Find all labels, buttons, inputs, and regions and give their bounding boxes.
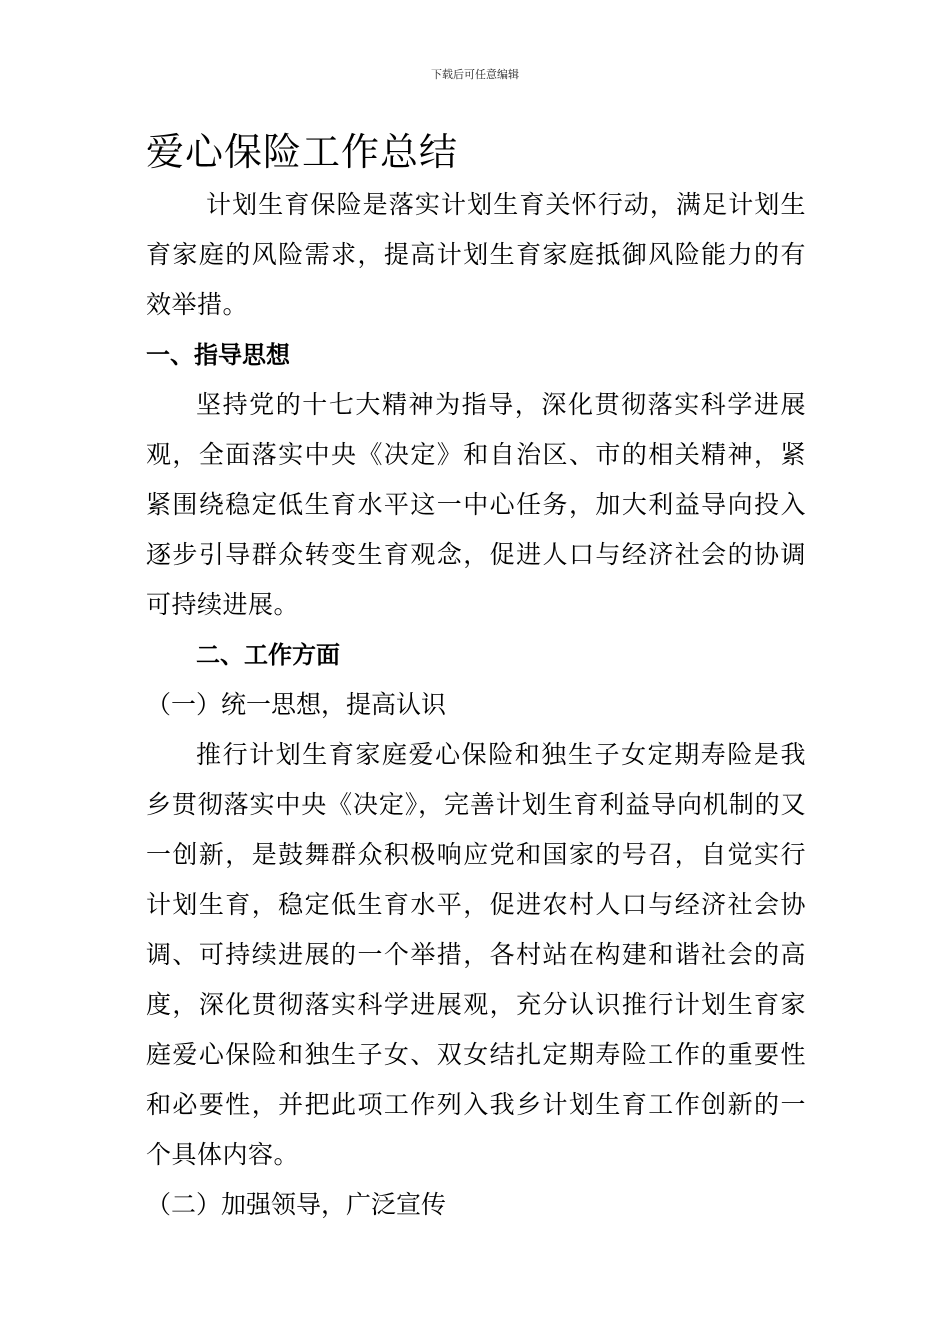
section-1-heading: 一、指导思想 xyxy=(146,341,290,369)
document-title: 爱心保险工作总结 xyxy=(146,130,459,174)
document-content xyxy=(146,124,806,1230)
section-2-heading: 二、工作方面 xyxy=(196,641,340,669)
subsection-2-heading: （二）加强领导，广泛宣传 xyxy=(146,1190,447,1219)
header-note: 下载后可任意编辑 xyxy=(431,68,519,81)
subsection-1-heading: （一）统一思想，提高认识 xyxy=(146,690,447,719)
subsection-1-body: 推行计划生育家庭爱心保险和独生子女定期寿险是我乡贯彻落实中央《决定》，完善计划生育利益导向机制的又一创新，是鼓舞群众积极响应党和国家的号召，自觉实行计划生育，稳定低生育水平，促进农村人口与经济社会协调、可持续进展的一个举措，各村站在构建和谐社会的高度，深化贯彻落实科学进展观，充分认识推行计划生育家庭爱心保险和独生子女、双女结扎定期寿险工作的重要性和必要性，并把此项工作列入我乡计划生育工作创新的一个具体内容。 xyxy=(146,740,806,1169)
section-1-body: 坚持党的十七大精神为指导，深化贯彻落实科学进展观，全面落实中央《决定》和自治区、市的相关精神，紧紧围绕稳定低生育水平这一中心任务，加大利益导向投入逐步引导群众转变生育观念，促进人口与经济社会的协调可持续进展。 xyxy=(146,390,806,619)
intro-paragraph: 计划生育保险是落实计划生育关怀行动，满足计划生育家庭的风险需求，提高计划生育家庭抵御风险能力的有效举措。 xyxy=(146,190,806,319)
